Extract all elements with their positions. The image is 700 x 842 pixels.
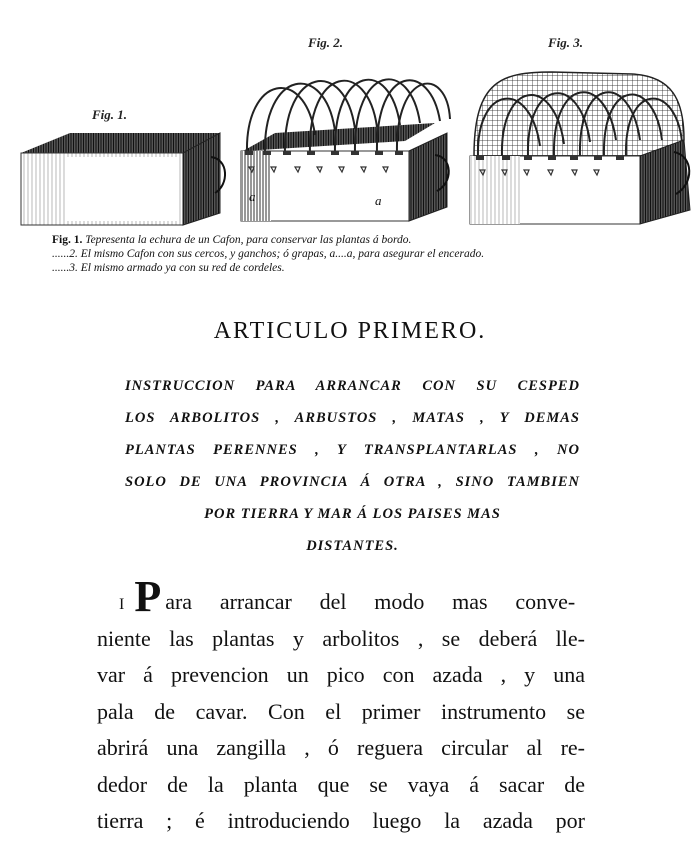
subtitle-line: LOS ARBOLITOS , ARBUSTOS , MATAS , Y DEMAS (125, 410, 580, 426)
subtitle-line: DISTANTES. (306, 538, 399, 554)
caption-fig3-text: El mismo armado ya con su red de cordeles. (80, 262, 285, 274)
subtitle-line: PLANTAS PERENNES , Y TRANSPLANTARLAS , NO (125, 442, 580, 458)
fig3-label: Fig. 3. (548, 35, 584, 50)
paragraph-number: I (119, 596, 125, 613)
caption-fig1-text: Tepresenta la echura de un Cafon, para conservar las plantas á bordo. (85, 234, 412, 246)
fig3-illustration (462, 60, 697, 228)
body-line: dedor de la planta que se vaya á sacar de (97, 771, 585, 797)
fig1-label: Fig. 1. (92, 107, 128, 122)
drop-cap: P (134, 572, 162, 621)
subtitle-line: POR TIERRA Y MAR Á LOS PAISES MAS (204, 506, 501, 522)
fig1-illustration (15, 125, 235, 230)
body-line: abrirá una zangilla , ó reguera circular al re- (97, 735, 585, 760)
caption-fig3 (52, 262, 285, 275)
fig2-illustration (235, 55, 457, 225)
body-paragraph (97, 572, 585, 840)
body-line: niente las plantas y arbolitos , se deberá lle- (97, 625, 585, 651)
caption-fig3-num: ......3. (52, 262, 78, 274)
body-first-line (97, 572, 585, 621)
fig2-mark-a-right: a (375, 193, 382, 208)
caption-fig1-num: Fig. 1. (52, 234, 83, 246)
fig2-label: Fig. 2. (308, 35, 344, 50)
subtitle-line: SOLO DE UNA PROVINCIA Á OTRA , SINO TAMBIEN (125, 474, 580, 490)
body-line: var á prevencion un pico con azada , y una (97, 662, 585, 687)
article-subtitle (125, 370, 580, 562)
subtitle-line: INSTRUCCION PARA ARRANCAR CON SU CESPED (125, 378, 580, 394)
first-line-text: ara arrancar del modo mas conve- (165, 589, 576, 614)
body-line: tierra ; é introduciendo luego la azada por (97, 808, 585, 833)
article-title: ARTICULO PRIMERO. (213, 318, 487, 344)
caption-fig2-num: ......2. (52, 248, 78, 260)
body-line: pala de cavar. Con el primer instrumento se (97, 698, 585, 724)
fig2-mark-a-left: a (249, 189, 256, 204)
caption-fig2-text: El mismo Cafon con sus cercos, y ganchos; ó grapas, a....a, para asegurar el encerado. (80, 248, 485, 260)
caption-fig1 (52, 234, 411, 247)
caption-fig2 (52, 248, 484, 261)
